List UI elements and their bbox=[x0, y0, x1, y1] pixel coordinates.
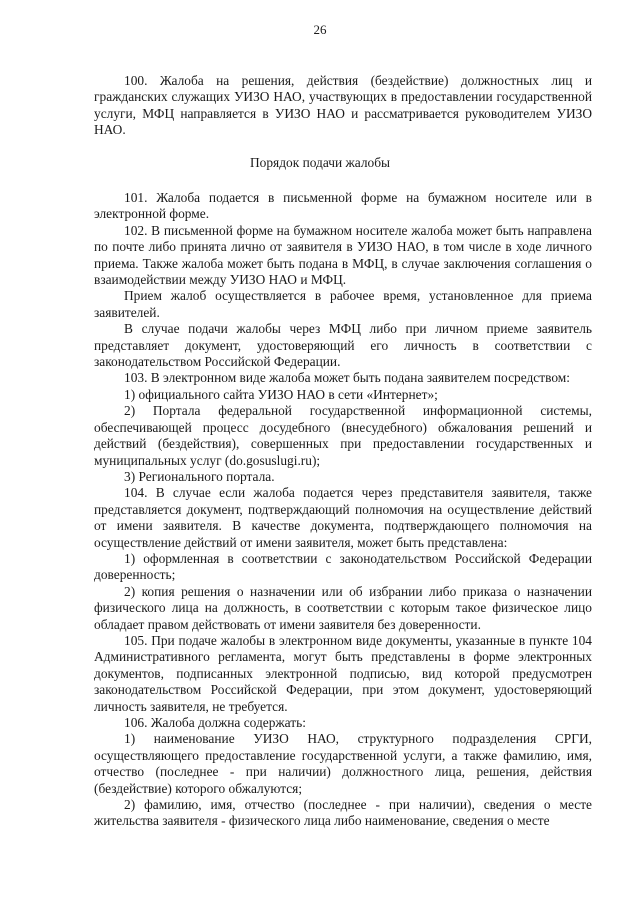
section-heading: Порядок подачи жалобы bbox=[249, 155, 391, 170]
paragraph-103: 103. В электронном виде жалоба может быть подана заявителем посредством: bbox=[124, 370, 570, 386]
list-item-106-2: 2) фамилию, имя, отчество (последнее - при наличии), сведения о месте жительства заявителя - физического лица либо наименование, сведения о месте bbox=[94, 797, 592, 829]
paragraph-105: 105. При подаче жалобы в электронном виде документы, указанные в пункте 104 Административного регламента, могут быть представлены в форме электронных документов, подписанных электронной подписью, вид которой предусмотрен законодательством Российской Федерации, при этом документ, удостоверяющий личность заявителя, не требуется. bbox=[94, 632, 592, 714]
paragraph-102: 102. В письменной форме на бумажном носителе жалоба может быть направлена по почте либо принята лично от заявителя в УИЗО НАО, в том числе в ходе личного приема. Также жалоба может быть подана в МФЦ, в случае заключения соглашения о взаимодействии между УИЗО НАО и МФЦ. bbox=[94, 222, 592, 288]
paragraph-104: 104. В случае если жалоба подается через представителя заявителя, также представляется документ, подтверждающий полномочия на осуществление действий от имени заявителя. В качестве документа, подтверждающего полномочия на осуществление действий от имени заявителя, может быть представлена: bbox=[94, 485, 592, 550]
paragraph-101: 101. Жалоба подается в письменной форме на бумажном носителе или в электронной форме. bbox=[94, 190, 592, 222]
paragraph-reception-time: Прием жалоб осуществляется в рабочее время, установленное для приема заявителей. bbox=[94, 288, 592, 320]
list-item-103-2: 2) Портала федеральной государственной информационной системы, обеспечивающей процесс досудебного (внесудебного) обжалования решений и действий (бездействия), совершенных при предоставлении государственных и муниципальных услуг (do.gosuslugi.ru); bbox=[94, 403, 592, 468]
list-item-103-3: 3) Регионального портала. bbox=[124, 468, 275, 484]
list-item-103-1: 1) официального сайта УИЗО НАО в сети «Интернет»; bbox=[124, 386, 438, 402]
paragraph-100: 100. Жалоба на решения, действия (бездействие) должностных лиц и гражданских служащих УИЗО НАО, участвующих в предоставлении государственной услуги, МФЦ направляется в УИЗО НАО и рассматривается руководителем УИЗО НАО. bbox=[94, 73, 592, 138]
list-item-104-2: 2) копия решения о назначении или об избрании либо приказа о назначении физического лица на должность, в соответствии с которым такое физическое лицо обладает правом действовать от имени заявителя без доверенности. bbox=[94, 583, 592, 632]
paragraph-group-101-106 bbox=[94, 190, 592, 830]
paragraph-group-100 bbox=[94, 73, 592, 139]
paragraph-identity-document: В случае подачи жалобы через МФЦ либо при личном приеме заявитель представляет документ, удостоверяющий его личность в соответствии с законодательством Российской Федерации. bbox=[94, 321, 592, 370]
paragraph-106: 106. Жалоба должна содержать: bbox=[124, 715, 306, 730]
page-number: 26 bbox=[313, 22, 327, 37]
list-item-104-1: 1) оформленная в соответствии с законодательством Российской Федерации доверенность; bbox=[94, 550, 592, 583]
list-item-106-1: 1) наименование УИЗО НАО, структурного подразделения СРГИ, осуществляющего предоставление государственной услуги, а также фамилию, имя, отчество (последнее - при наличии) должностного лица, решения, действия (бездействие) которого обжалуются; bbox=[94, 731, 592, 796]
